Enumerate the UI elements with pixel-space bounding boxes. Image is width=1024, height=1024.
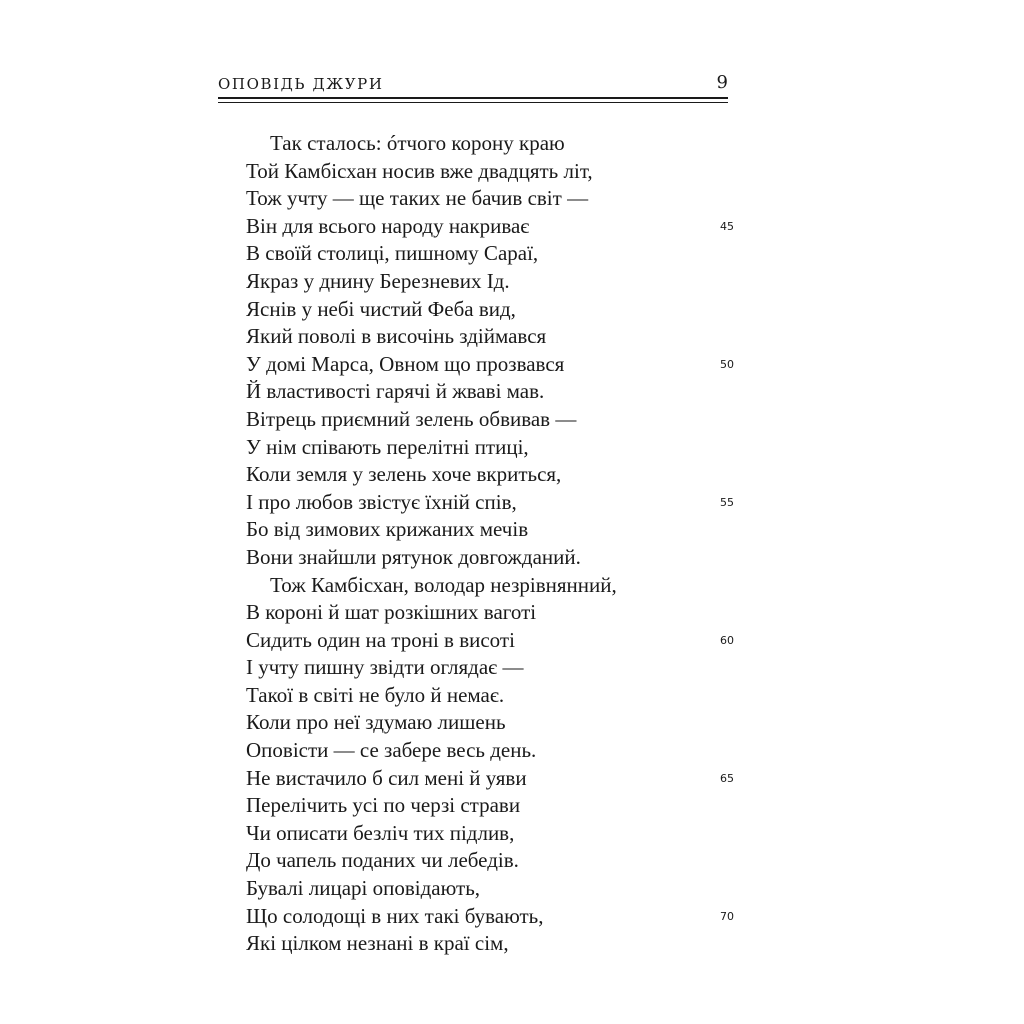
verse-line — [246, 489, 734, 517]
verse-line-text: Вони знайшли рятунок довгожданий. — [246, 544, 581, 569]
line-number: 45 — [720, 219, 734, 233]
verse-line — [246, 820, 716, 848]
running-title: ОПОВІДЬ ДЖУРИ — [218, 75, 384, 93]
verse-line — [246, 737, 716, 765]
line-number: 55 — [720, 495, 734, 509]
verse-line-text: У домі Марса, Овном що прозвався — [246, 351, 565, 376]
line-number: 70 — [720, 909, 734, 923]
header-rule-thin — [218, 102, 728, 103]
verse-line — [246, 185, 716, 213]
verse-line-text: Якраз у днину Березневих Ід. — [246, 268, 510, 293]
verse-line — [246, 434, 716, 462]
verse-line-text: Сидить один на троні в висоті — [246, 627, 515, 652]
verse-line-text: І про любов звістує їхній спів, — [246, 489, 517, 514]
verse-line-text: У нім співають перелітні птиці, — [246, 434, 529, 459]
verse-line-text: Той Камбісхан носив вже двадцять літ, — [246, 158, 593, 183]
verse-line-text: До чапель поданих чи лебедів. — [246, 848, 519, 873]
verse-line-text: Яснів у небі чистий Феба вид, — [246, 296, 516, 321]
verse-line-text: Так сталось: óтчого корону краю — [270, 131, 565, 155]
verse-line — [246, 792, 716, 820]
verse-line — [246, 351, 734, 379]
verse-line-text: Не вистачило б сил мені й уяви — [246, 765, 527, 790]
verse-line-text: Перелічить усі по черзі страви — [246, 793, 521, 818]
page-number: 9 — [716, 72, 728, 93]
verse-line — [246, 158, 716, 186]
verse-line-text: Такої в світі не було й немає. — [246, 682, 505, 707]
verse-line-text: Тож учту — ще таких не бачив світ — — [246, 186, 589, 211]
verse-line-text: Бо від зимових крижаних мечів — [246, 517, 529, 542]
verse-line-text: Тож Камбісхан, володар незрівнянний, — [270, 572, 617, 597]
verse-line — [246, 516, 716, 544]
verse-line — [246, 709, 716, 737]
verse-line — [246, 654, 716, 682]
verse-line-text: В короні й шат розкішних ваготі — [246, 600, 537, 625]
verse-line-text: Які цілком незнані в краї сім, — [246, 931, 509, 956]
verse-line — [246, 599, 716, 627]
verse-line — [246, 130, 716, 158]
verse-line-text: Вітрець приємний зелень обвивав — — [246, 406, 577, 431]
verse-line-text: Що солодощі в них такі бувають, — [246, 903, 544, 928]
line-number: 65 — [720, 771, 734, 785]
verse-line-text: Чи описати безліч тих підлив, — [246, 820, 515, 845]
verse-block — [246, 130, 734, 958]
verse-line — [246, 406, 716, 434]
verse-line-text: Бувалі лицарі оповідають, — [246, 876, 481, 901]
verse-line — [246, 572, 716, 600]
verse-line — [246, 847, 716, 875]
verse-line — [246, 682, 716, 710]
verse-line — [246, 296, 716, 324]
verse-line-text: І учту пишну звідти оглядає — — [246, 655, 524, 680]
verse-line — [246, 875, 716, 903]
verse-line-text: Оповісти — се забере весь день. — [246, 738, 537, 763]
verse-line — [246, 903, 734, 931]
verse-line — [246, 240, 716, 268]
line-number: 50 — [720, 357, 734, 371]
verse-line — [246, 627, 734, 655]
verse-line — [246, 930, 716, 958]
verse-line-text: Він для всього народу накриває — [246, 213, 530, 238]
verse-line-text: Коли земля у зелень хоче вкриться, — [246, 462, 562, 487]
verse-line-text: Коли про неї здумаю лишень — [246, 710, 506, 735]
line-number: 60 — [720, 633, 734, 647]
verse-line — [246, 323, 716, 351]
verse-line — [246, 268, 716, 296]
verse-line-text: Який поволі в височінь здіймався — [246, 324, 547, 349]
verse-line — [246, 378, 716, 406]
verse-line-text: Й властивості гарячі й жваві мав. — [246, 379, 545, 404]
verse-line — [246, 461, 716, 489]
verse-line — [246, 544, 716, 572]
header-rule-thick — [218, 97, 728, 99]
verse-line-text: В своїй столиці, пишному Сараї, — [246, 241, 539, 266]
verse-line — [246, 213, 734, 241]
verse-line — [246, 765, 734, 793]
